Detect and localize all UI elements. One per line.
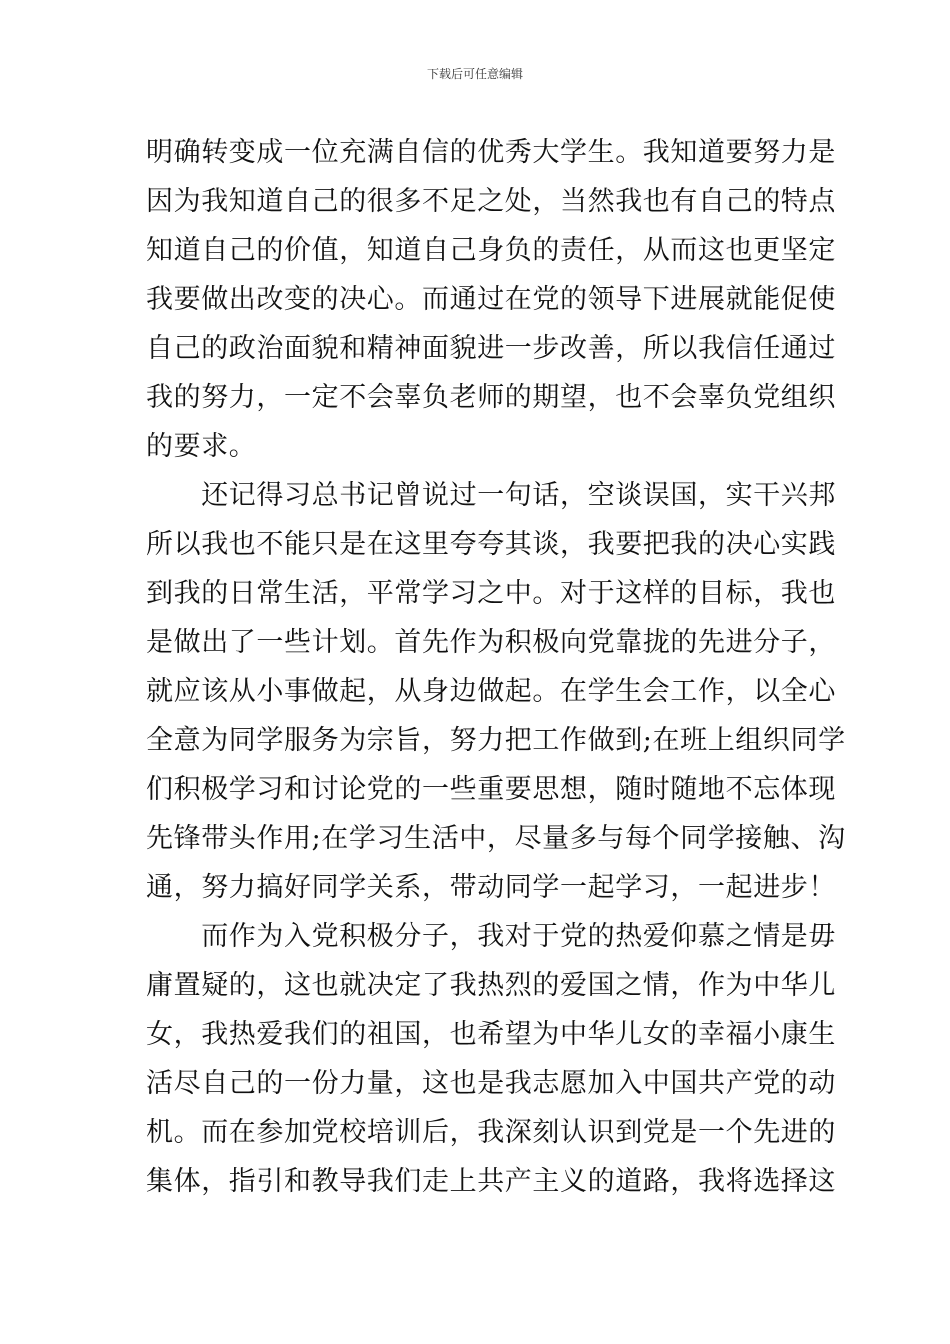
text-line: 集体，指引和教导我们走上共产主义的道路，我将选择这 [146, 1166, 836, 1197]
text-line: 所以我也不能只是在这里夸夸其谈，我要把我的决心实践 [146, 529, 836, 560]
text-line: 还记得习总书记曾说过一句话，空谈误国，实干兴邦 [146, 480, 836, 511]
text-line: 活尽自己的一份力量，这也是我志愿加入中国共产党的动 [146, 1068, 836, 1099]
text-line: 就应该从小事做起，从身边做起。在学生会工作，以全心 [146, 676, 836, 707]
text-line: 我要做出改变的决心。而通过在党的领导下进展就能促使 [146, 284, 836, 315]
text-line: 因为我知道自己的很多不足之处，当然我也有自己的特点 [146, 186, 836, 217]
text-line: 的要求。 [146, 431, 257, 462]
text-line: 明确转变成一位充满自信的优秀大学生。我知道要努力是 [146, 137, 836, 168]
text-line: 们积极学习和讨论党的一些重要思想，随时随地不忘体现 [146, 774, 836, 805]
text-line: 而作为入党积极分子，我对于党的热爱仰慕之情是毋 [146, 921, 836, 952]
text-line: 我的努力，一定不会辜负老师的期望，也不会辜负党组织 [146, 382, 836, 413]
text-line: 知道自己的价值，知道自己身负的责任，从而这也更坚定 [146, 235, 836, 266]
text-line: 全意为同学服务为宗旨，努力把工作做到;在班上组织同学 [146, 725, 846, 756]
text-line: 庸置疑的，这也就决定了我热烈的爱国之情，作为中华儿 [146, 970, 836, 1001]
page-header: 下载后可任意编辑 [426, 67, 523, 81]
text-line: 通，努力搞好同学关系，带动同学一起学习，一起进步！ [146, 872, 836, 903]
text-line: 机。而在参加党校培训后，我深刻认识到党是一个先进的 [146, 1117, 836, 1148]
text-line: 自己的政治面貌和精神面貌进一步改善，所以我信任通过 [146, 333, 836, 364]
text-line: 到我的日常生活，平常学习之中。对于这样的目标，我也 [146, 578, 836, 609]
text-line: 是做出了一些计划。首先作为积极向党靠拢的先进分子， [146, 627, 836, 658]
document-body [146, 128, 846, 1206]
text-line: 先锋带头作用;在学习生活中，尽量多与每个同学接触、沟 [146, 823, 846, 854]
text-line: 女，我热爱我们的祖国，也希望为中华儿女的幸福小康生 [146, 1019, 836, 1050]
